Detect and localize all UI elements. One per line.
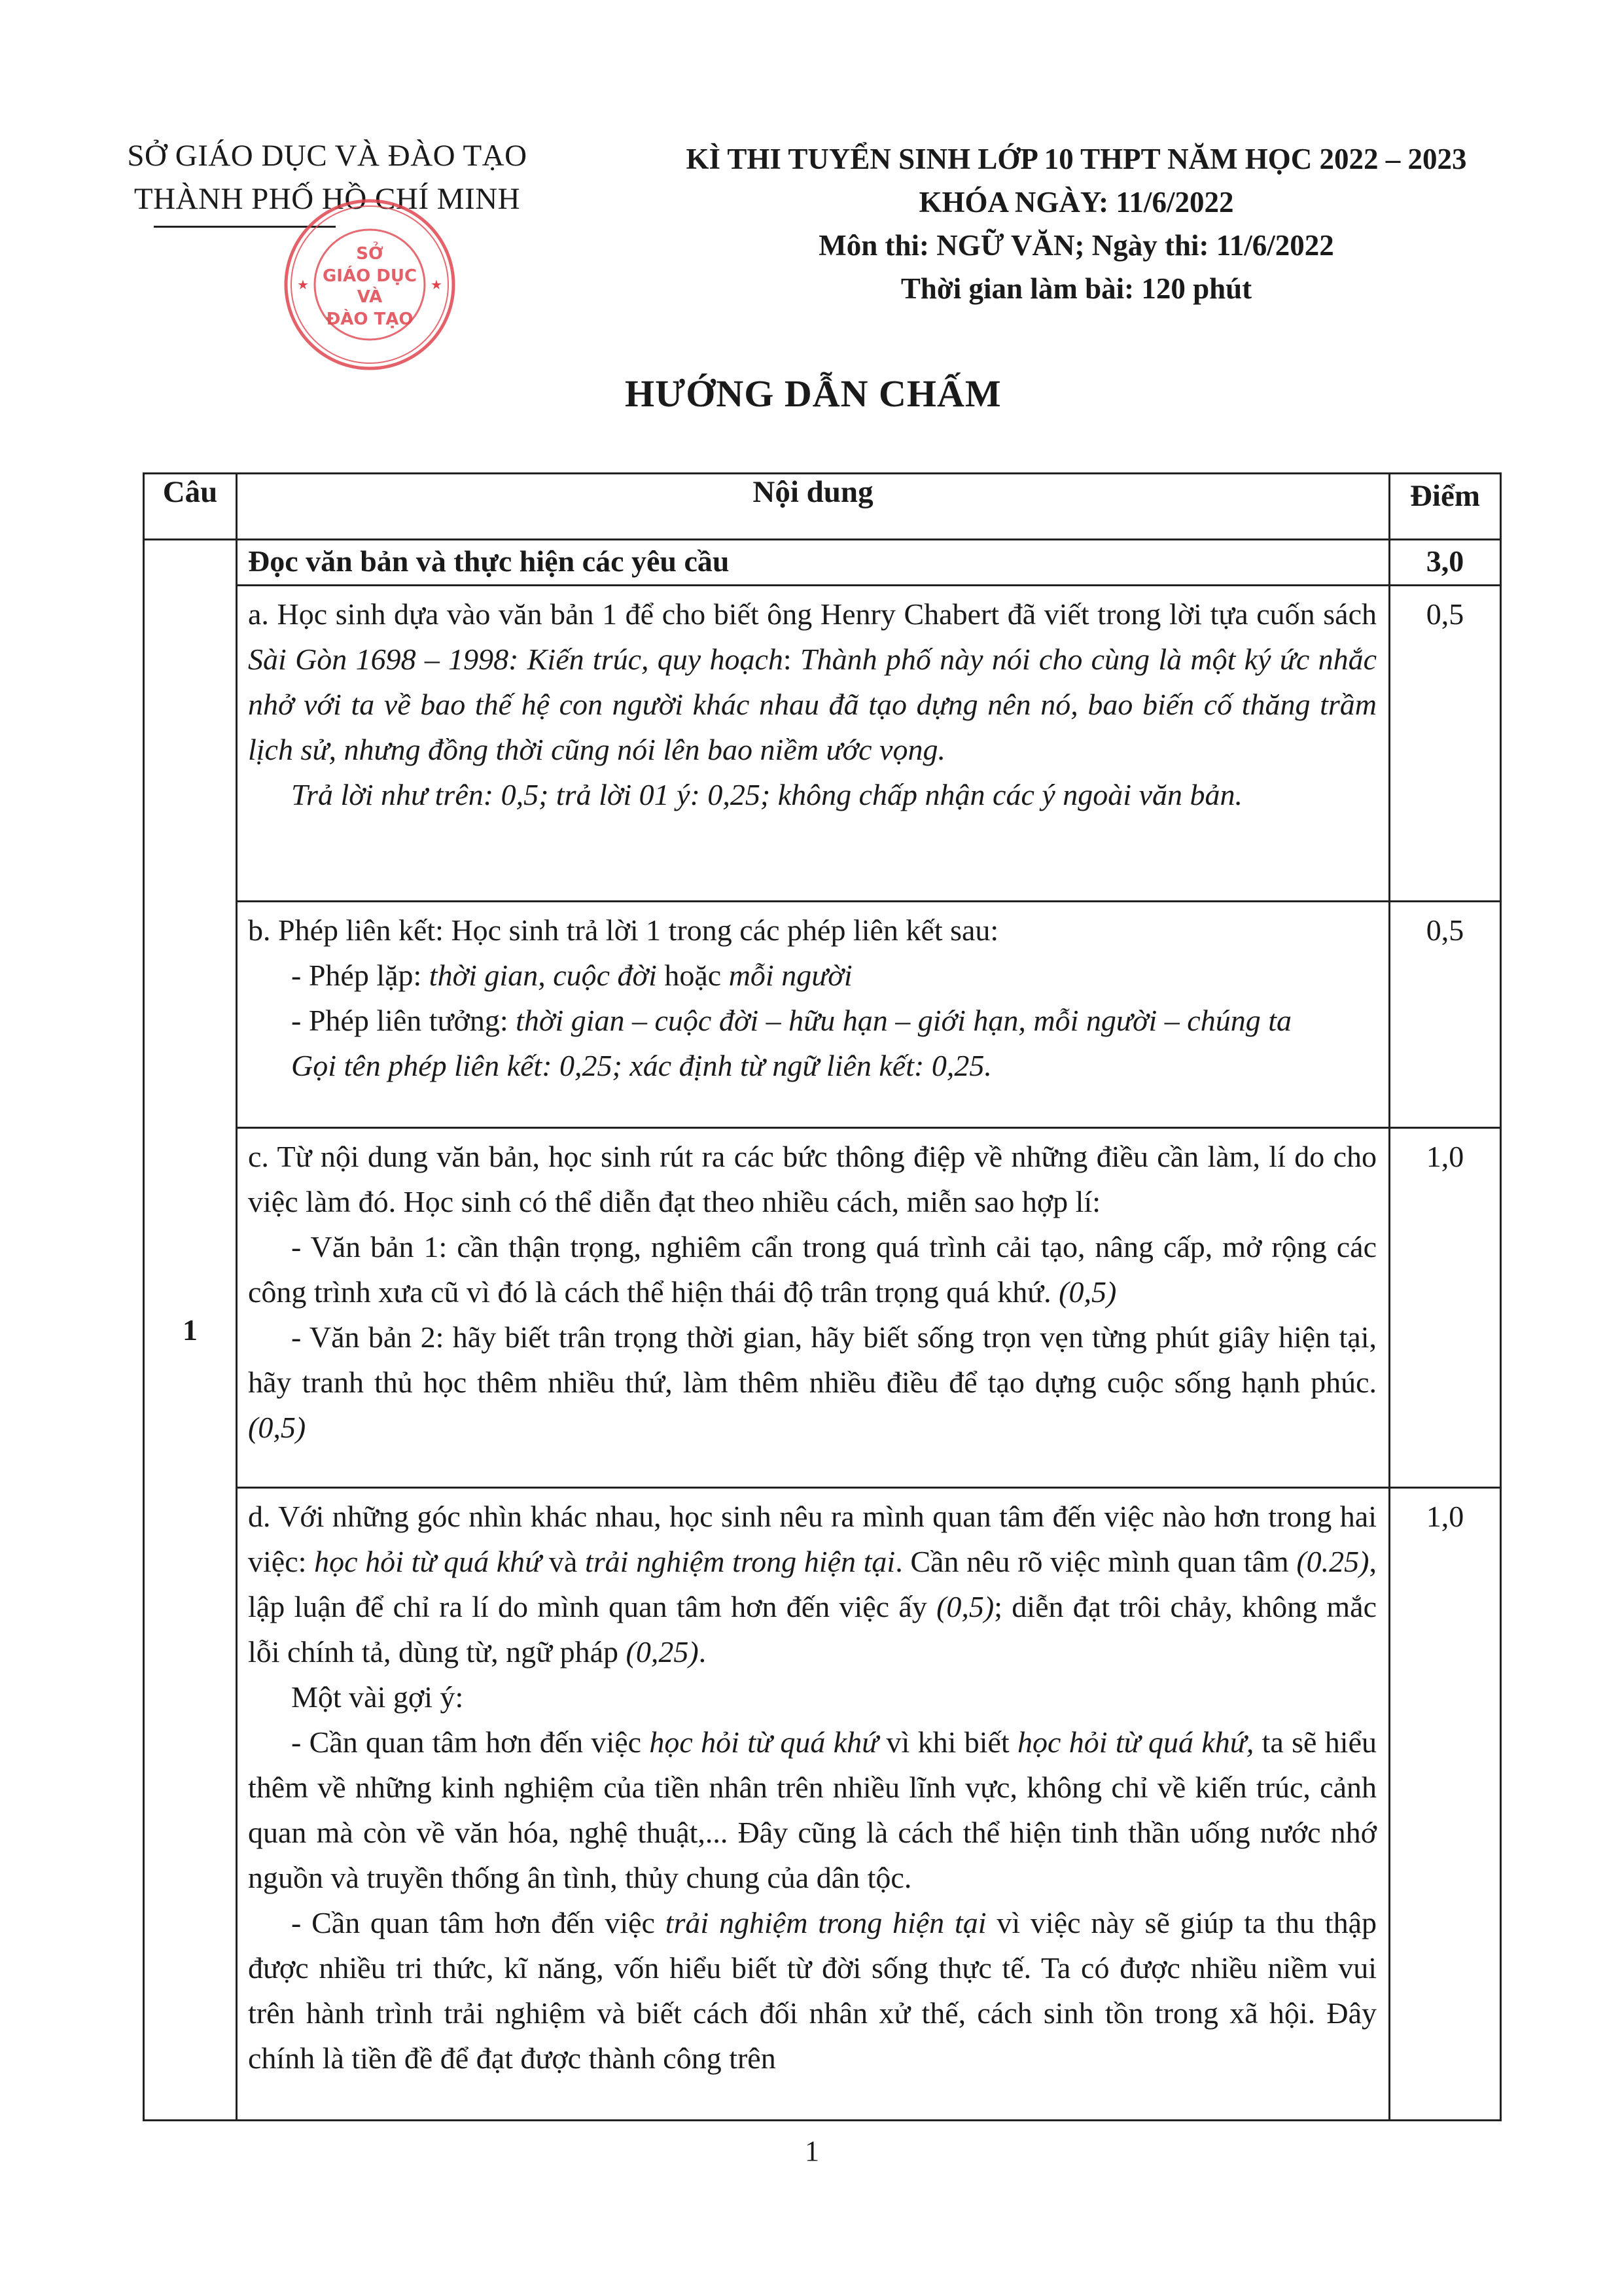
book-title: Sài Gòn 1698 – 1998: Kiến trúc, quy hoạch	[248, 643, 783, 676]
official-seal-icon	[281, 196, 458, 373]
score-c: 1,0	[1390, 1128, 1501, 1488]
table-row-d	[144, 1488, 1501, 2121]
table-header-row	[144, 474, 1501, 540]
answer-a: a. Học sinh dựa vào văn bản 1 để cho biết ông Henry Chabert đã viết trong lời tựa cuốn sách Sài Gòn 1698 – 1998: Kiến trúc, quy hoạch: Thành phố này nói cho cùng là một ký ức nhắc nhở với ta về bao thế hệ con người khác nhau đã tạo dựng nên nó, bao biến cố thăng trầm lịch sử, nhưng đồng thời cũng nói lên bao niềm ước vọng. Trả lời như trên: 0,5; trả lời 01 ý: 0,25; không chấp nhận các ý ngoài văn bản.	[237, 586, 1390, 902]
agency-line-2: THÀNH PHỐ HỒ CHÍ MINH	[133, 182, 521, 216]
scoring-note-b: Gọi tên phép liên kết: 0,25; xác định từ ngữ liên kết: 0,25.	[291, 1049, 992, 1082]
question-number: 1	[144, 540, 237, 2121]
seal-line-3: VÀ	[357, 287, 383, 307]
exam-session: KHÓA NGÀY: 11/6/2022	[919, 186, 1234, 219]
page-number: 1	[805, 2135, 819, 2167]
section-score: 3,0	[1390, 540, 1501, 586]
table-row-a	[144, 586, 1501, 902]
section-title: Đọc văn bản và thực hiện các yêu cầu	[237, 540, 1390, 586]
scoring-note-a: Trả lời như trên: 0,5; trả lời 01 ý: 0,25; không chấp nhận các ý ngoài văn bản.	[291, 778, 1243, 811]
column-header-content: Nội dung	[237, 474, 1390, 540]
answer-b: b. Phép liên kết: Học sinh trả lời 1 trong các phép liên kết sau: - Phép lặp: thời gian, cuộc đời hoặc mỗi người - Phép liên tưởng: thời gian – cuộc đời – hữu hạn – giới hạn, mỗi người – chúng ta Gọi tên phép liên kết: 0,25; xác định từ ngữ liên kết: 0,25.	[237, 902, 1390, 1128]
svg-text:★: ★	[297, 277, 309, 292]
grading-table	[143, 472, 1502, 2121]
score-b: 0,5	[1390, 902, 1501, 1128]
column-header-question: Câu	[144, 474, 237, 540]
document-title: HƯỚNG DẪN CHẤM	[625, 372, 1002, 415]
score-d: 1,0	[1390, 1488, 1501, 2121]
exam-duration: Thời gian làm bài: 120 phút	[900, 272, 1252, 305]
score-a: 0,5	[1390, 586, 1501, 902]
column-header-score: Điểm	[1390, 474, 1501, 540]
agency-line-1: SỞ GIÁO DỤC VÀ ĐÀO TẠO	[127, 139, 527, 173]
svg-text:★: ★	[431, 277, 442, 292]
quote: Thành phố này nói cho cùng là một ký ức nhắc nhở với ta về bao thế hệ con người khác nhau đã tạo dựng nên nó, bao biến cố thăng trầm lịch sử, nhưng đồng thời cũng nói lên bao niềm ước vọng.	[248, 643, 1377, 766]
table-row-section	[144, 540, 1501, 586]
exam-title: KÌ THI TUYỂN SINH LỚP 10 THPT NĂM HỌC 2022 – 2023	[686, 143, 1467, 175]
seal-line-1: SỞ	[356, 244, 383, 264]
exam-info	[612, 137, 1541, 310]
seal-line-2: GIÁO DỤC	[322, 266, 417, 286]
seal-line-4: ĐÀO TẠO	[326, 309, 414, 329]
answer-c: c. Từ nội dung văn bản, học sinh rút ra các bức thông điệp về những điều cần làm, lí do cho việc làm đó. Học sinh có thể diễn đạt theo nhiều cách, miễn sao hợp lí: - Văn bản 1: cần thận trọng, nghiêm cẩn trong quá trình cải tạo, nâng cấp, mở rộng các công trình xưa cũ vì đó là cách thể hiện thái độ trân trọng quá khứ. (0,5) - Văn bản 2: hãy biết trân trọng thời gian, hãy biết sống trọn vẹn từng phút giây hiện tại, hãy tranh thủ học thêm nhiều thứ, làm thêm nhiều điều để tạo dựng cuộc sống hạnh phúc. (0,5)	[237, 1128, 1390, 1488]
answer-d: d. Với những góc nhìn khác nhau, học sinh nêu ra mình quan tâm đến việc nào hơn trong hai việc: học hỏi từ quá khứ và trải nghiệm trong hiện tại. Cần nêu rõ việc mình quan tâm (0.25), lập luận để chỉ ra lí do mình quan tâm hơn đến việc ấy (0,5); diễn đạt trôi chảy, không mắc lỗi chính tả, dùng từ, ngữ pháp (0,25). Một vài gợi ý: - Cần quan tâm hơn đến việc học hỏi từ quá khứ vì khi biết học hỏi từ quá khứ, ta sẽ hiểu thêm về những kinh nghiệm của tiền nhân trên nhiều lĩnh vực, không chỉ về kiến trúc, cảnh quan mà còn về văn hóa, nghệ thuật,... Đây cũng là cách thể hiện tinh thần uống nước nhớ nguồn và truyền thống ân tình, thủy chung của dân tộc. - Cần quan tâm hơn đến việc trải nghiệm trong hiện tại vì việc này sẽ giúp ta thu thập được nhiều tri thức, kĩ năng, vốn hiểu biết từ đời sống thực tế. Ta có được nhiều niềm vui trên hành trình trải nghiệm và biết cách đối nhân xử thế, cách sinh tồn trong xã hội. Đây chính là tiền đề để đạt được thành công trên	[237, 1488, 1390, 2121]
table-row-c	[144, 1128, 1501, 1488]
table-row-b	[144, 902, 1501, 1128]
suggestions-heading: Một vài gợi ý:	[291, 1680, 464, 1714]
exam-subject: Môn thi: NGỮ VĂN; Ngày thi: 11/6/2022	[819, 229, 1334, 262]
